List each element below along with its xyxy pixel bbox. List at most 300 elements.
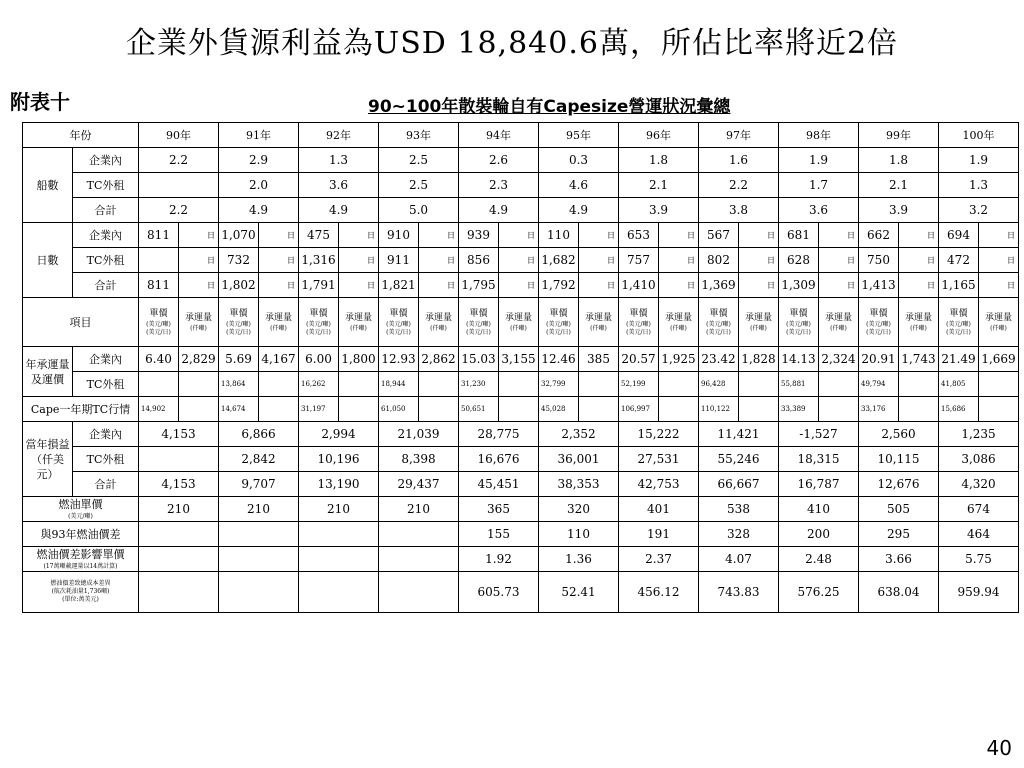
chartered-volume-empty	[419, 372, 459, 397]
day-unit: 日	[259, 223, 299, 248]
volume-header	[339, 298, 379, 347]
volume-header	[899, 298, 939, 347]
unit-price-header	[219, 298, 259, 347]
table-body	[23, 123, 1019, 613]
days-value: 1,316	[299, 248, 339, 273]
days-value	[139, 248, 179, 273]
row-label-chartered: TC外租	[73, 173, 139, 198]
profit-value: 18,315	[779, 447, 859, 472]
owned-volume-value: 2,862	[419, 347, 459, 372]
owned-price-value: 6.40	[139, 347, 179, 372]
unit-price-unit-day: (美元/日)	[386, 328, 411, 336]
unit-price-label: 單價	[949, 308, 968, 319]
profit-value: 36,001	[539, 447, 619, 472]
chartered-price-value: 32,799	[539, 372, 579, 397]
capesize-operations-table	[22, 122, 1019, 613]
days-value: 475	[299, 223, 339, 248]
owned-volume-value: 1,925	[659, 347, 699, 372]
days-value: 662	[859, 223, 899, 248]
day-unit: 日	[419, 273, 459, 298]
row-label-owned: 企業內	[73, 422, 139, 447]
owned-volume-value: 4,167	[259, 347, 299, 372]
volume-header	[499, 298, 539, 347]
chartered-price-value: 18,944	[379, 372, 419, 397]
profit-value: 4,153	[139, 472, 219, 497]
rate-group-label: 年承運量及運價	[23, 347, 73, 397]
fuel-cost-label	[23, 572, 139, 613]
unit-price-label: 單價	[549, 308, 568, 319]
year-cell: 98年	[779, 123, 859, 148]
chartered-volume-empty	[819, 372, 859, 397]
fuel-price-title: 燃油單價	[58, 497, 103, 511]
ships-value: 2.5	[379, 173, 459, 198]
unit-price-unit: (美元/噸)	[146, 320, 171, 328]
ships-value	[139, 173, 219, 198]
cape-empty	[419, 397, 459, 422]
volume-header	[819, 298, 859, 347]
volume-label: 承運量	[424, 312, 452, 323]
profit-row-owned	[23, 422, 1019, 447]
unit-price-header	[699, 298, 739, 347]
cape-empty	[739, 397, 779, 422]
day-unit: 日	[579, 273, 619, 298]
ships-value: 2.2	[699, 173, 779, 198]
unit-price-header	[619, 298, 659, 347]
ships-value: 2.2	[139, 148, 219, 173]
fuel-diff-value: 295	[859, 522, 939, 547]
cape-value: 61,050	[379, 397, 419, 422]
days-value: 653	[619, 223, 659, 248]
owned-price-value: 15.03	[459, 347, 499, 372]
unit-price-unit-day: (美元/日)	[706, 328, 731, 336]
unit-price-unit-day: (美元/日)	[786, 328, 811, 336]
fuel-cost-value: 638.04	[859, 572, 939, 613]
days-row-total	[23, 273, 1019, 298]
row-label-owned: 企業內	[73, 347, 139, 372]
chartered-price-value: 96,428	[699, 372, 739, 397]
volume-unit: (仟噸)	[430, 324, 447, 332]
fuel-diff-value: 464	[939, 522, 1019, 547]
fuel-impact-value: 3.66	[859, 547, 939, 572]
fuel-impact-value	[299, 547, 379, 572]
ships-value: 2.0	[219, 173, 299, 198]
volume-unit: (仟噸)	[510, 324, 527, 332]
unit-price-header	[539, 298, 579, 347]
days-group-label: 日數	[23, 223, 73, 298]
ships-value: 4.9	[539, 198, 619, 223]
cape-value: 33,176	[859, 397, 899, 422]
profit-value: 16,787	[779, 472, 859, 497]
unit-price-label: 單價	[469, 308, 488, 319]
chartered-volume-empty	[339, 372, 379, 397]
days-value: 856	[459, 248, 499, 273]
unit-price-unit-day: (美元/日)	[866, 328, 891, 336]
fuel-price-unit: (美元/噸)	[68, 512, 93, 520]
year-cell: 93年	[379, 123, 459, 148]
fuel-price-label	[23, 497, 139, 522]
fuel-diff-value: 328	[699, 522, 779, 547]
ships-value: 2.2	[139, 198, 219, 223]
owned-price-value: 20.91	[859, 347, 899, 372]
day-unit: 日	[419, 248, 459, 273]
year-cell: 91年	[219, 123, 299, 148]
fuel-impact-label	[23, 547, 139, 572]
rates-row-owned	[23, 347, 1019, 372]
owned-price-value: 23.42	[699, 347, 739, 372]
profit-value: 45,451	[459, 472, 539, 497]
fuel-diff-value	[299, 522, 379, 547]
year-cell: 97年	[699, 123, 779, 148]
unit-price-label: 單價	[789, 308, 808, 319]
chartered-price-value: 13,864	[219, 372, 259, 397]
fuel-diff-value	[219, 522, 299, 547]
profit-value: 8,398	[379, 447, 459, 472]
chartered-price-value: 31,230	[459, 372, 499, 397]
fuel-price-value: 210	[219, 497, 299, 522]
profit-value: 42,753	[619, 472, 699, 497]
days-value: 1,792	[539, 273, 579, 298]
days-value: 1,821	[379, 273, 419, 298]
volume-unit: (仟噸)	[270, 324, 287, 332]
profit-value: 27,531	[619, 447, 699, 472]
owned-volume-value: 1,743	[899, 347, 939, 372]
profit-value: 29,437	[379, 472, 459, 497]
fuel-impact-note: (17萬噸載運量以14萬計算)	[43, 562, 118, 570]
fuel-price-value: 410	[779, 497, 859, 522]
unit-price-unit-day: (美元/日)	[146, 328, 171, 336]
owned-price-value: 6.00	[299, 347, 339, 372]
ships-value: 3.9	[859, 198, 939, 223]
ships-value: 3.2	[939, 198, 1019, 223]
chartered-volume-empty	[979, 372, 1019, 397]
fuel-price-value: 674	[939, 497, 1019, 522]
fuel-diff-value	[139, 522, 219, 547]
year-header: 年份	[23, 123, 139, 148]
profit-value: 6,866	[219, 422, 299, 447]
unit-price-unit: (美元/噸)	[626, 320, 651, 328]
day-unit: 日	[419, 223, 459, 248]
ships-value: 4.9	[299, 198, 379, 223]
unit-price-unit: (美元/噸)	[306, 320, 331, 328]
unit-price-header	[379, 298, 419, 347]
fuel-impact-value: 1.36	[539, 547, 619, 572]
unit-price-unit: (美元/噸)	[546, 320, 571, 328]
cape-empty	[579, 397, 619, 422]
ships-row-total	[23, 198, 1019, 223]
day-unit: 日	[739, 273, 779, 298]
days-value: 1,410	[619, 273, 659, 298]
days-value: 1,369	[699, 273, 739, 298]
day-unit: 日	[499, 273, 539, 298]
row-label-owned: 企業內	[73, 148, 139, 173]
unit-price-header	[459, 298, 499, 347]
cape-empty	[659, 397, 699, 422]
chartered-volume-empty	[739, 372, 779, 397]
fuel-impact-value: 5.75	[939, 547, 1019, 572]
unit-price-unit: (美元/噸)	[226, 320, 251, 328]
days-value: 1,791	[299, 273, 339, 298]
unit-price-header	[139, 298, 179, 347]
fuel-price-row	[23, 497, 1019, 522]
ships-value: 1.6	[699, 148, 779, 173]
fuel-impact-value	[139, 547, 219, 572]
days-value: 939	[459, 223, 499, 248]
owned-volume-value: 2,324	[819, 347, 859, 372]
profit-group-label: 當年損益（仟美元）	[23, 422, 73, 497]
row-label-owned: 企業內	[73, 223, 139, 248]
fuel-impact-value: 2.48	[779, 547, 859, 572]
chartered-price-value: 49,794	[859, 372, 899, 397]
fuel-price-value: 538	[699, 497, 779, 522]
volume-label: 承運量	[344, 312, 372, 323]
unit-price-label: 單價	[309, 308, 328, 319]
days-row-chartered	[23, 248, 1019, 273]
day-unit: 日	[339, 248, 379, 273]
day-unit: 日	[659, 273, 699, 298]
profit-value: 11,421	[699, 422, 779, 447]
chartered-price-value	[139, 372, 179, 397]
ships-value: 3.8	[699, 198, 779, 223]
chartered-volume-empty	[179, 372, 219, 397]
day-unit: 日	[579, 248, 619, 273]
days-value: 681	[779, 223, 819, 248]
profit-value: 4,320	[939, 472, 1019, 497]
chartered-volume-empty	[259, 372, 299, 397]
chartered-price-value: 52,199	[619, 372, 659, 397]
days-value: 911	[379, 248, 419, 273]
day-unit: 日	[659, 248, 699, 273]
chartered-price-value: 16,262	[299, 372, 339, 397]
rates-row-chartered	[23, 372, 1019, 397]
cape-value: 50,651	[459, 397, 499, 422]
ships-row-owned	[23, 148, 1019, 173]
row-label-chartered: TC外租	[73, 372, 139, 397]
fuel-cost-value: 576.25	[779, 572, 859, 613]
chartered-volume-empty	[659, 372, 699, 397]
ships-value: 1.9	[939, 148, 1019, 173]
volume-label: 承運量	[904, 312, 932, 323]
days-value: 732	[219, 248, 259, 273]
row-label-total: 合計	[73, 472, 139, 497]
volume-header	[579, 298, 619, 347]
ships-value: 1.3	[299, 148, 379, 173]
unit-price-unit-day: (美元/日)	[226, 328, 251, 336]
days-value: 757	[619, 248, 659, 273]
days-value: 1,070	[219, 223, 259, 248]
day-unit: 日	[819, 223, 859, 248]
day-unit: 日	[259, 273, 299, 298]
unit-price-label: 單價	[229, 308, 248, 319]
volume-label: 承運量	[584, 312, 612, 323]
fuel-impact-value	[219, 547, 299, 572]
fuel-diff-value: 200	[779, 522, 859, 547]
day-unit: 日	[179, 273, 219, 298]
profit-value: 21,039	[379, 422, 459, 447]
fuel-cost-value	[139, 572, 219, 613]
days-value: 1,413	[859, 273, 899, 298]
fuel-impact-value	[379, 547, 459, 572]
volume-unit: (仟噸)	[910, 324, 927, 332]
unit-price-unit: (美元/噸)	[386, 320, 411, 328]
day-unit: 日	[819, 273, 859, 298]
year-cell: 95年	[539, 123, 619, 148]
fuel-diff-row	[23, 522, 1019, 547]
volume-header	[979, 298, 1019, 347]
volume-unit: (仟噸)	[990, 324, 1007, 332]
days-value: 1,682	[539, 248, 579, 273]
profit-value: 38,353	[539, 472, 619, 497]
day-unit: 日	[339, 223, 379, 248]
unit-price-unit-day: (美元/日)	[306, 328, 331, 336]
cape-label: Cape一年期TC行情	[23, 397, 139, 422]
day-unit: 日	[259, 248, 299, 273]
volume-unit: (仟噸)	[190, 324, 207, 332]
cape-empty	[179, 397, 219, 422]
fuel-impact-value: 2.37	[619, 547, 699, 572]
item-header-row	[23, 298, 1019, 347]
volume-unit: (仟噸)	[830, 324, 847, 332]
volume-header	[659, 298, 699, 347]
cape-value: 31,197	[299, 397, 339, 422]
cape-empty	[899, 397, 939, 422]
ships-value: 2.9	[219, 148, 299, 173]
unit-price-label: 單價	[629, 308, 648, 319]
row-label-chartered: TC外租	[73, 248, 139, 273]
ships-value: 1.3	[939, 173, 1019, 198]
day-unit: 日	[179, 223, 219, 248]
fuel-diff-value: 110	[539, 522, 619, 547]
ships-value: 4.9	[219, 198, 299, 223]
ships-value: 2.3	[459, 173, 539, 198]
day-unit: 日	[979, 223, 1019, 248]
fuel-cost-value	[299, 572, 379, 613]
volume-header	[179, 298, 219, 347]
ships-value: 4.6	[539, 173, 619, 198]
owned-volume-value: 1,828	[739, 347, 779, 372]
cape-value: 33,389	[779, 397, 819, 422]
profit-value: 4,153	[139, 422, 219, 447]
year-header-row	[23, 123, 1019, 148]
fuel-cost-value: 959.94	[939, 572, 1019, 613]
cape-empty	[499, 397, 539, 422]
fuel-price-value: 210	[299, 497, 379, 522]
fuel-cost-value	[219, 572, 299, 613]
day-unit: 日	[739, 223, 779, 248]
unit-price-label: 單價	[149, 308, 168, 319]
volume-header	[259, 298, 299, 347]
owned-price-value: 14.13	[779, 347, 819, 372]
ships-value: 3.6	[779, 198, 859, 223]
unit-price-label: 單價	[869, 308, 888, 319]
days-value: 750	[859, 248, 899, 273]
profit-value: 9,707	[219, 472, 299, 497]
day-unit: 日	[579, 223, 619, 248]
volume-unit: (仟噸)	[590, 324, 607, 332]
ships-value: 3.6	[299, 173, 379, 198]
unit-price-unit: (美元/噸)	[706, 320, 731, 328]
day-unit: 日	[739, 248, 779, 273]
ships-value: 5.0	[379, 198, 459, 223]
profit-value: 10,196	[299, 447, 379, 472]
day-unit: 日	[499, 248, 539, 273]
profit-row-chartered	[23, 447, 1019, 472]
days-value: 628	[779, 248, 819, 273]
year-cell: 90年	[139, 123, 219, 148]
days-value: 802	[699, 248, 739, 273]
fuel-price-value: 365	[459, 497, 539, 522]
day-unit: 日	[979, 273, 1019, 298]
profit-value: 15,222	[619, 422, 699, 447]
fuel-cost-value: 605.73	[459, 572, 539, 613]
profit-value: 16,676	[459, 447, 539, 472]
unit-price-unit-day: (美元/日)	[946, 328, 971, 336]
fuel-price-value: 401	[619, 497, 699, 522]
cape-value: 106,997	[619, 397, 659, 422]
fuel-cost-fuel-cost: 燃油價差致總成本差異	[50, 580, 111, 587]
year-cell: 92年	[299, 123, 379, 148]
profit-row-total	[23, 472, 1019, 497]
volume-header	[419, 298, 459, 347]
days-row-owned	[23, 223, 1019, 248]
year-cell: 94年	[459, 123, 539, 148]
owned-volume-value: 3,155	[499, 347, 539, 372]
profit-value: 55,246	[699, 447, 779, 472]
owned-volume-value: 385	[579, 347, 619, 372]
volume-header	[739, 298, 779, 347]
ships-value: 2.1	[619, 173, 699, 198]
fuel-cost-fuel-cost-note1: (航次耗油量1,736噸)	[51, 588, 110, 595]
ships-value: 1.7	[779, 173, 859, 198]
owned-volume-value: 1,800	[339, 347, 379, 372]
unit-price-label: 單價	[389, 308, 408, 319]
unit-price-unit: (美元/噸)	[866, 320, 891, 328]
day-unit: 日	[499, 223, 539, 248]
days-value: 811	[139, 273, 179, 298]
ships-value: 2.5	[379, 148, 459, 173]
owned-price-value: 21.49	[939, 347, 979, 372]
days-value: 694	[939, 223, 979, 248]
unit-price-unit-day: (美元/日)	[466, 328, 491, 336]
unit-price-header	[939, 298, 979, 347]
profit-value: 2,994	[299, 422, 379, 447]
ships-group-label: 船數	[23, 148, 73, 223]
day-unit: 日	[979, 248, 1019, 273]
year-cell: 96年	[619, 123, 699, 148]
fuel-cost-row	[23, 572, 1019, 613]
days-value: 1,309	[779, 273, 819, 298]
fuel-impact-value: 4.07	[699, 547, 779, 572]
ships-value: 3.9	[619, 198, 699, 223]
ships-value: 4.9	[459, 198, 539, 223]
unit-price-label: 單價	[709, 308, 728, 319]
fuel-price-value: 320	[539, 497, 619, 522]
owned-price-value: 20.57	[619, 347, 659, 372]
fuel-cost-value: 52.41	[539, 572, 619, 613]
profit-value: -1,527	[779, 422, 859, 447]
fuel-cost-value	[379, 572, 459, 613]
unit-price-unit: (美元/噸)	[466, 320, 491, 328]
ships-value: 1.8	[619, 148, 699, 173]
volume-label: 承運量	[824, 312, 852, 323]
volume-label: 承運量	[984, 312, 1012, 323]
chartered-volume-empty	[899, 372, 939, 397]
cape-row	[23, 397, 1019, 422]
ships-value: 2.1	[859, 173, 939, 198]
unit-price-unit: (美元/噸)	[786, 320, 811, 328]
cape-value: 14,674	[219, 397, 259, 422]
table-title: 90~100年散裝輪自有Capesize營運狀況彙總	[368, 97, 731, 117]
profit-value: 2,560	[859, 422, 939, 447]
